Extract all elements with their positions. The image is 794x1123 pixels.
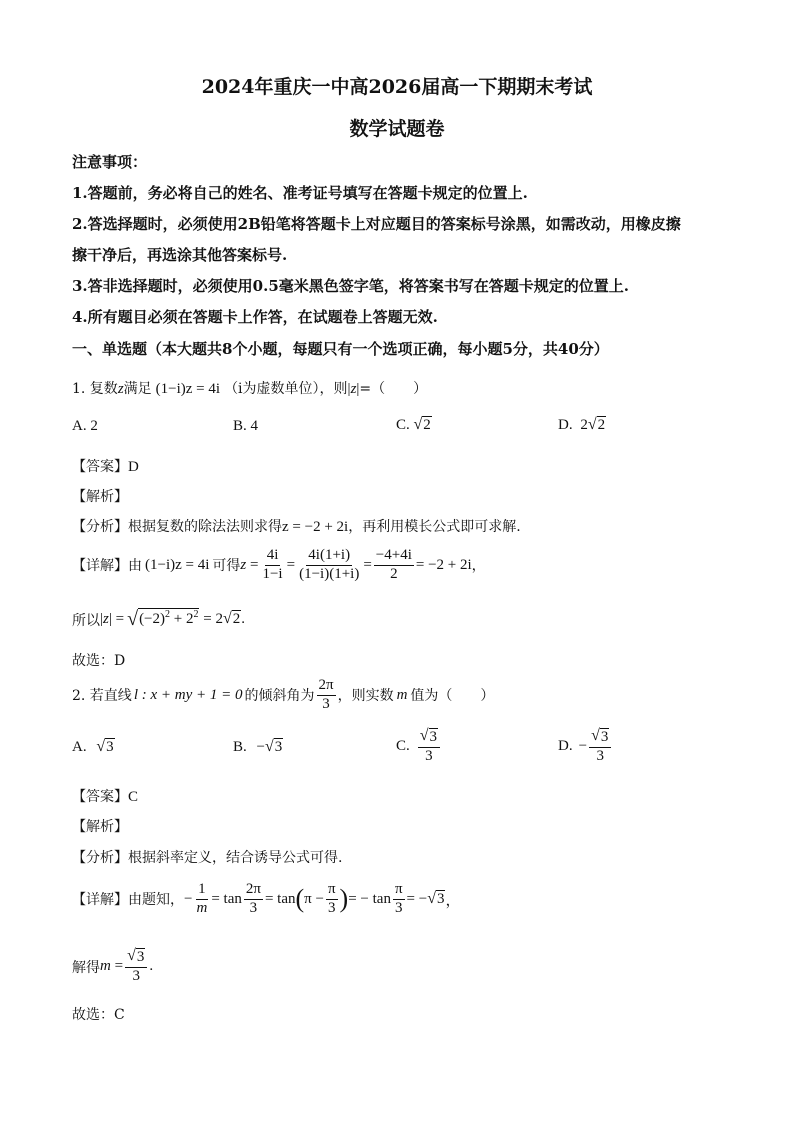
note-item-2a: 2.答选择题时，必须使用2B铅笔将答题卡上对应题目的答案标号涂黑，如需改动，用橡皮擦 [72, 215, 681, 233]
q2-solution: m = √ 3 3 . [100, 947, 154, 985]
question-1 [72, 378, 427, 398]
q1-mid2: （i为虚数单位），则 [224, 381, 348, 397]
note-item-3: 3.答非选择题时，必须使用0.5毫米黑色签字笔，将答案书写在答题卡规定的位置上. [72, 277, 629, 295]
q2-prefix: 2. 若直线 [72, 688, 132, 705]
q1-tail: =（ ） [359, 381, 428, 397]
q1-option-c [396, 416, 432, 434]
q2-fenxi-text: 根据斜率定义，结合诱导公式可得. [128, 850, 343, 866]
sqrt-symbol: √ 2 [587, 416, 606, 433]
section-heading: 一、单选题（本大题共8个小题，每题只有一个选项正确，每小题5分，共40分） [72, 340, 609, 358]
q2-line: l : x + my + 1 = 0 [133, 686, 243, 703]
q2-option-a-label: A. [72, 739, 87, 755]
q2-answer-value: C [128, 789, 139, 805]
q1-modulus-eq: | z | = √ $(-2)^2 + 2^2$ = 2 √ 2 . [100, 608, 245, 630]
q2-option-a: A. √ 3 [72, 738, 114, 755]
note-item-2b: 擦干净后，再选涂其他答案标号. [72, 246, 288, 264]
q1-option-c-value: 2 [423, 417, 431, 433]
q1-answer [72, 456, 139, 476]
q1-option-b: B. 4 [233, 418, 259, 434]
q2-option-d-label: D. [558, 738, 573, 754]
q1-xiangjie [72, 548, 486, 583]
q2-option-b-value: 3 [274, 739, 283, 755]
q1-suoyi: 所以 [72, 612, 100, 629]
q2-answer [72, 786, 138, 806]
q2-angle-num: 2π [317, 678, 336, 696]
q1-option-d-value: 2 [597, 417, 606, 433]
page-title: 2024年重庆一中高2026届高一下期期末考试 [201, 76, 593, 98]
question-2 [72, 678, 494, 713]
fenxi-tag: 【分析】 [72, 850, 128, 866]
q2-option-a-value: 3 [106, 739, 114, 755]
q2-option-c-label: C. [396, 738, 410, 754]
q2-tail2: 值为（ ） [410, 688, 495, 705]
q2-jiede: 解得 [72, 959, 100, 976]
q1-mid1: 满足 [123, 381, 152, 397]
q2-mid: 的倾斜角为 [244, 688, 315, 705]
q2-angle [317, 678, 336, 713]
q2-angle-den: 3 [322, 695, 330, 712]
q1-xj-b: 可得 [212, 558, 241, 575]
q2-solve [72, 948, 153, 985]
xiangjie-tag: 【详解】 [72, 892, 128, 909]
q1-xj-eq1: (1−i)z = 4i [145, 556, 210, 573]
q1-xj-c: ， [471, 558, 486, 575]
q2-tail: ，则实数 [337, 688, 394, 705]
q1-fenxi-eq: z = −2 + 2i [282, 519, 349, 535]
q2-xj-a: 由题知， [128, 892, 184, 909]
note-item-1: 1.答题前，务必将自己的姓名、准考证号填写在答题卡规定的位置上. [72, 184, 528, 202]
q2-derivation: − $\frac{1}{m}$ = tan $\frac{2\pi}{3}$ = tan ( π − $\frac{\pi}{3}$ ) = − tan $\frac{\pi}{3}$ = − √ 3 ， [184, 881, 461, 916]
xiangjie-tag: 【详解】 [72, 558, 128, 575]
q1-option-d-coef: 2 [580, 417, 588, 433]
q1-derivation: z = $\frac{4i}{1-i}$ = $\frac{4i(1+i)}{(1-i)(1+i)}$ = $\frac{-4+4i}{2}$ = −2 + 2i [240, 547, 472, 582]
q1-option-a: A. 2 [72, 418, 98, 434]
q2-option-d: D. − √ 3 3 [558, 728, 613, 765]
q1-option-c-label: C. [396, 417, 410, 433]
q1-fenxi [72, 516, 521, 536]
q1-fenxi-b: ，再利用模长公式即可求解. [348, 519, 521, 535]
note-item-4: 4.所有题目必须在答题卡上作答，在试题卷上答题无效. [72, 308, 438, 326]
q1-analysis-tag: 【解析】 [72, 489, 128, 505]
answer-tag: 【答案】 [72, 789, 128, 805]
page-subtitle: 数学试题卷 [349, 118, 445, 140]
var-z: z [117, 381, 124, 397]
q1-option-d [558, 416, 606, 434]
q1-modulus [72, 608, 245, 631]
q2-option-b-label: B. [233, 739, 247, 755]
q1-abs-z: |z| [347, 381, 360, 397]
sqrt-symbol: √ 2 [413, 416, 431, 433]
q2-option-b: B. − √ 3 [233, 738, 283, 755]
fenxi-tag: 【分析】 [72, 519, 128, 535]
q2-xiangjie [72, 882, 461, 917]
q2-m: m [396, 686, 408, 703]
q1-choose: 故选：D [72, 653, 126, 669]
q1-xj-a: 由 [128, 558, 142, 575]
q2-choose: 故选：C [72, 1007, 125, 1023]
q2-option-c: C. √ 3 3 [396, 728, 442, 765]
q1-option-d-label: D. [558, 417, 573, 433]
answer-tag: 【答案】 [72, 459, 128, 475]
q1-equation: (1−i)z = 4i [155, 381, 221, 397]
q1-fenxi-a: 根据复数的除法法则求得 [128, 519, 282, 535]
q2-fenxi [72, 847, 342, 867]
notes-heading: 注意事项： [72, 153, 148, 171]
q1-prefix: 1. 复数 [72, 381, 118, 397]
q2-analysis-tag: 【解析】 [72, 819, 128, 835]
q1-answer-value: D [128, 459, 139, 475]
